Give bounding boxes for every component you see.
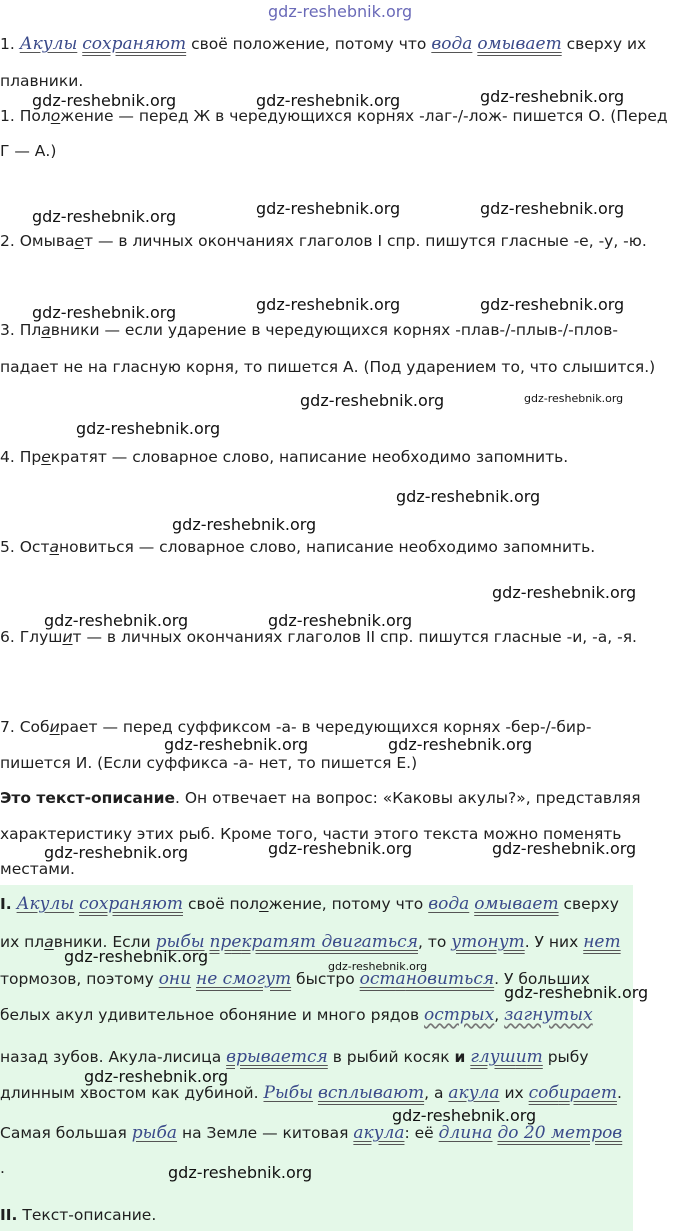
green-row-6: длинным хвостом как дубиной. Рыбы всплывают, а акула их собирает. [0,1083,622,1103]
sentence-1-cont: плавники. [0,72,84,90]
watermark: gdz-reshebnik.org [268,2,413,21]
green-row-1: I. Акулы сохраняют своё положение, потому что вода омывает сверху [0,894,619,914]
item-4: 4. Прекратят — словарное слово, написание необходимо запомнить. [0,448,569,466]
watermark: gdz-reshebnik.org [492,583,637,602]
item-5: 5. Остановиться — словарное слово, написание необходимо запомнить. [0,538,596,556]
description-cont: характеристику этих рыб. Кроме того, части этого текста можно поменять [0,825,622,843]
watermark: gdz-reshebnik.org [32,207,177,226]
watermark: gdz-reshebnik.org [268,611,413,630]
watermark: gdz-reshebnik.org [168,1163,313,1182]
watermark: gdz-reshebnik.org [388,735,533,754]
watermark: gdz-reshebnik.org [256,295,401,314]
watermark: gdz-reshebnik.org [480,87,625,106]
watermark: gdz-reshebnik.org [172,515,317,534]
green-row-8: . [0,1159,5,1177]
watermark: gdz-reshebnik.org [256,199,401,218]
watermark: gdz-reshebnik.org [480,199,625,218]
item-6: 6. Глушит — в личных окончаниях глаголов II спр. пишутся гласные -и, -а, -я. [0,628,637,646]
watermark: gdz-reshebnik.org [300,391,445,410]
green-row-3: тормозов, поэтому они не смогут быстро остановиться. У больших [0,969,590,989]
green-row-5: назад зубов. Акула-лисица врывается в рыбий косяк и глушит рыбу [0,1047,589,1067]
green-row-4: белых акул удивительное обоняние и много рядов острых, загнутых [0,1005,593,1025]
watermark: gdz-reshebnik.org [328,960,428,973]
watermark: gdz-reshebnik.org [164,735,309,754]
watermark: gdz-reshebnik.org [64,947,209,966]
item-1: 1. Положение — перед Ж в чередующихся корнях -лаг-/-лож- пишется О. (Перед [0,107,668,125]
watermark: gdz-reshebnik.org [392,1106,537,1125]
item-7-cont: пишется И. (Если суффикса -а- нет, то пишется Е.) [0,754,418,772]
watermark: gdz-reshebnik.org [44,611,189,630]
watermark: gdz-reshebnik.org [76,419,221,438]
item-3: 3. Плавники — если ударение в чередующихся корнях -плав-/-плыв-/-плов- [0,321,618,339]
description-end: местами. [0,860,75,878]
watermark: gdz-reshebnik.org [84,1067,229,1086]
item-1-cont: Г — А.) [0,142,57,160]
green-row-2: их плавники. Если рыбы прекратят двигаться, то утонут. У них нет [0,932,621,952]
green-row-9: II. Текст-описание. [0,1206,157,1224]
watermark: gdz-reshebnik.org [524,392,624,405]
watermark: gdz-reshebnik.org [492,839,637,858]
watermark: gdz-reshebnik.org [504,983,649,1002]
watermark: gdz-reshebnik.org [32,303,177,322]
watermark: gdz-reshebnik.org [32,91,177,110]
green-row-7: Самая большая рыба на Земле — китовая акула: её длина до 20 метров [0,1123,623,1143]
watermark: gdz-reshebnik.org [480,295,625,314]
watermark: gdz-reshebnik.org [44,843,189,862]
watermark: gdz-reshebnik.org [256,91,401,110]
watermark: gdz-reshebnik.org [396,487,541,506]
item-2: 2. Омывает — в личных окончаниях глаголов I спр. пишутся гласные -е, -у, -ю. [0,232,647,250]
sentence-1: 1. Акулы сохраняют своё положение, потому что вода омывает сверху их [0,34,647,54]
description: Это текст-описание. Он отвечает на вопрос: «Каковы акулы?», представляя [0,789,641,807]
item-3-cont: падает не на гласную корня, то пишется А. (Под ударением то, что слышится.) [0,358,656,376]
item-7: 7. Собирает — перед суффиксом -а- в чередующихся корнях -бер-/-бир- [0,718,592,736]
watermark: gdz-reshebnik.org [268,839,413,858]
